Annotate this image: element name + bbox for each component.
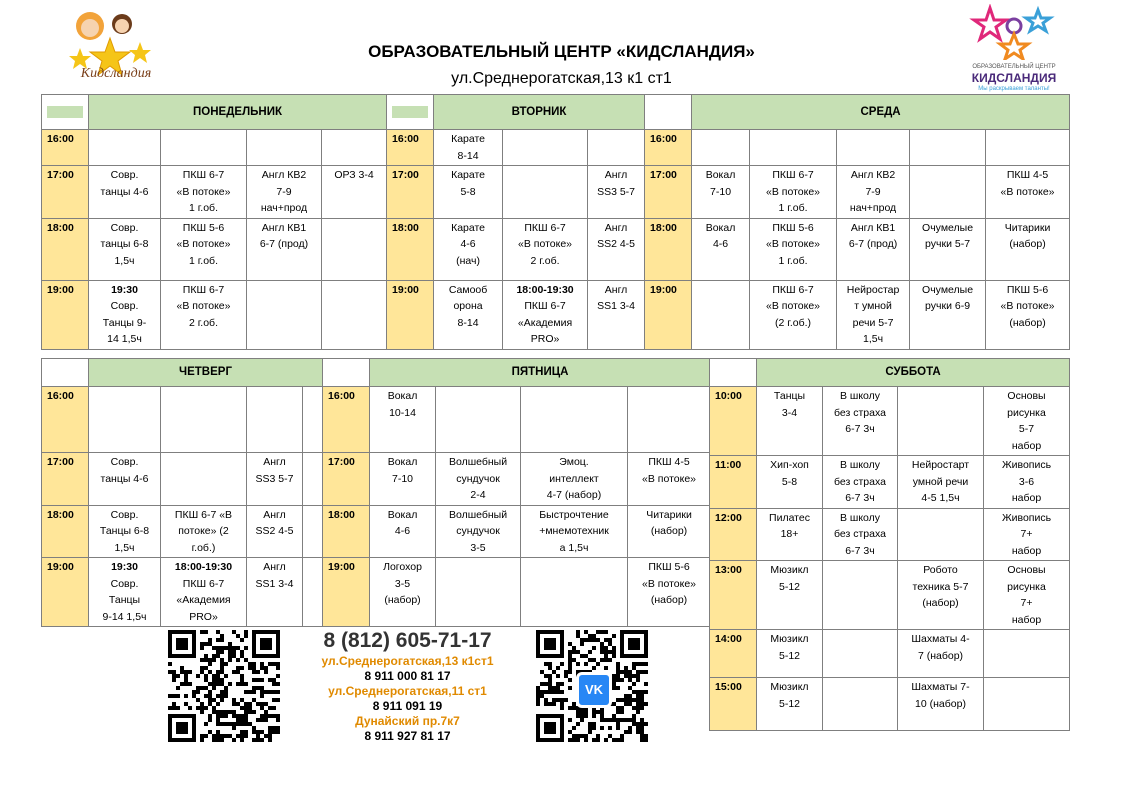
schedule-cell (161, 453, 247, 506)
time-cell: 18:00 (645, 218, 692, 280)
time-cell: 15:00 (710, 678, 757, 731)
schedule-cell (910, 130, 986, 166)
schedule-cell (303, 505, 323, 558)
table-row (710, 508, 1070, 561)
schedule-cell: ПКШ 5-6 «В потоке» (набор) (986, 280, 1070, 349)
table-row (42, 453, 711, 506)
schedule-cell: Англ SS2 4-5 (588, 218, 645, 280)
schedule-cell: Хип-хоп 5-8 (757, 456, 823, 509)
day-header-filler (645, 95, 692, 130)
schedule-cell: Эмоц. интеллект 4-7 (набор) (521, 453, 628, 506)
vk-icon: VK (576, 672, 612, 708)
schedule-cell (521, 558, 628, 627)
schedule-cell: 18:00-19:30 ПКШ 6-7 «Академия PRO» (161, 558, 247, 627)
schedule-cell: Англ SS1 3-4 (588, 280, 645, 349)
logo-right-name: КИДСЛАНДИЯ (971, 71, 1057, 85)
table-row (710, 678, 1070, 731)
contact-phone[interactable]: 8 (812) 605-71-17 (323, 629, 492, 652)
time-cell: 16:00 (42, 387, 89, 453)
schedule-cell: Живопись 3-6 набор (984, 456, 1070, 509)
schedule-cell (898, 508, 984, 561)
day-header-filler (42, 359, 89, 387)
time-cell: 18:00 (42, 505, 89, 558)
schedule-cell: Очумелые ручки 6-9 (910, 280, 986, 349)
schedule-cell: Очумелые ручки 5-7 (910, 218, 986, 280)
schedule-cell: В школу без страха 6-7 3ч (823, 508, 898, 561)
contact-block (300, 628, 515, 744)
schedule-cell: Совр. Танцы 6-8 1,5ч (89, 505, 161, 558)
schedule-cell: Робото техника 5-7 (набор) (898, 561, 984, 630)
schedule-saturday-table (709, 358, 1070, 731)
schedule-cell: Карате 4-6 (нач) (434, 218, 503, 280)
schedule-cell: 18:00-19:30 ПКШ 6-7 «Академия PRO» (503, 280, 588, 349)
schedule-cell (322, 130, 387, 166)
time-cell: 19:00 (323, 558, 370, 627)
time-cell: 17:00 (387, 166, 434, 219)
schedule-cell: Совр. танцы 4-6 (89, 453, 161, 506)
time-cell: 17:00 (323, 453, 370, 506)
qr-code-icon[interactable] (536, 630, 648, 742)
schedule-cell: Карате 5-8 (434, 166, 503, 219)
contact-address-2: ул.Среднерогатская,11 ст1 (328, 684, 487, 698)
schedule-cell (247, 280, 322, 349)
schedule-cell: Основы рисунка 7+ набор (984, 561, 1070, 630)
schedule-cell (986, 130, 1070, 166)
schedule-cell (503, 130, 588, 166)
table-row (42, 505, 711, 558)
schedule-cell: ПКШ 4-5 «В потоке» (986, 166, 1070, 219)
day-header-monday: ПОНЕДЕЛЬНИК (89, 95, 387, 130)
schedule-cell: Нейростарт умной речи 4-5 1,5ч (898, 456, 984, 509)
schedule-cell: Волшебный сундучок 2-4 (436, 453, 521, 506)
schedule-cell (503, 166, 588, 219)
time-cell: 17:00 (42, 453, 89, 506)
schedule-cell: Англ SS1 3-4 (247, 558, 303, 627)
schedule-cell (322, 218, 387, 280)
page-title: ОБРАЗОВАТЕЛЬНЫЙ ЦЕНТР «КИДСЛАНДИЯ» (368, 42, 755, 61)
day-header-filler (387, 95, 434, 130)
schedule-cell: ПКШ 4-5 «В потоке» (628, 453, 711, 506)
day-header-filler (323, 359, 370, 387)
schedule-cell (436, 387, 521, 453)
schedule-cell (984, 678, 1070, 731)
logo-right-slogan: Мы раскрываем таланты! (978, 86, 1050, 92)
schedule-cell (910, 166, 986, 219)
day-header-tuesday: ВТОРНИК (434, 95, 645, 130)
schedule-cell: ПКШ 6-7 «В потоке» (2 г.об.) (161, 505, 247, 558)
schedule-cell (823, 630, 898, 678)
schedule-cell: Англ SS3 5-7 (588, 166, 645, 219)
schedule-cell (521, 387, 628, 453)
schedule-cell: Шахматы 4- 7 (набор) (898, 630, 984, 678)
schedule-cell: Англ SS3 5-7 (247, 453, 303, 506)
schedule-cell (303, 387, 323, 453)
schedule-cell: Логохор 3-5 (набор) (370, 558, 436, 627)
table-row (710, 387, 1070, 456)
schedule-cell (898, 387, 984, 456)
schedule-cell (984, 630, 1070, 678)
time-cell: 10:00 (710, 387, 757, 456)
day-header-filler (42, 95, 89, 130)
table-row (42, 166, 1070, 219)
qr-code-icon[interactable] (168, 630, 280, 742)
contact-address-1: ул.Среднерогатская,13 к1ст1 (321, 654, 494, 668)
schedule-cell: В школу без страха 6-7 3ч (823, 456, 898, 509)
schedule-cell: Читарики (набор) (986, 218, 1070, 280)
time-cell: 12:00 (710, 508, 757, 561)
schedule-cell: Пилатес 18+ (757, 508, 823, 561)
schedule-cell: Совр. танцы 6-8 1,5ч (89, 218, 161, 280)
contact-number-1[interactable]: 8 911 000 81 17 (364, 669, 451, 683)
schedule-cell: Вокал 4-6 (692, 218, 750, 280)
time-cell: 18:00 (387, 218, 434, 280)
table-row (42, 558, 711, 627)
schedule-cell (823, 678, 898, 731)
time-cell: 16:00 (645, 130, 692, 166)
schedule-cell: ПКШ 5-6 «В потоке» 1 г.об. (161, 218, 247, 280)
schedule-cell: ПКШ 6-7 «В потоке» 1 г.об. (161, 166, 247, 219)
schedule-cell (247, 130, 322, 166)
schedule-cell: Читарики (набор) (628, 505, 711, 558)
schedule-cell: Нейростар т умной речи 5-7 1,5ч (837, 280, 910, 349)
schedule-cell: Мюзикл 5-12 (757, 678, 823, 731)
schedule-cell (303, 453, 323, 506)
time-cell: 17:00 (42, 166, 89, 219)
schedule-cell: Самооб орона 8-14 (434, 280, 503, 349)
kids-logo-text: Кидсландия (80, 66, 152, 81)
schedule-cell (436, 558, 521, 627)
schedule-cell: Вокал 4-6 (370, 505, 436, 558)
time-cell: 19:00 (42, 558, 89, 627)
day-header-filler (710, 359, 757, 387)
schedule-cell: Англ КВ1 6-7 (прод) (837, 218, 910, 280)
schedule-cell (628, 387, 711, 453)
schedule-cell (303, 558, 323, 627)
time-cell: 13:00 (710, 561, 757, 630)
schedule-cell: Живопись 7+ набор (984, 508, 1070, 561)
schedule-cell (750, 130, 837, 166)
schedule-cell: Шахматы 7- 10 (набор) (898, 678, 984, 731)
contact-number-2[interactable]: 8 911 091 19 (372, 699, 443, 713)
schedule-cell (89, 130, 161, 166)
time-cell: 16:00 (42, 130, 89, 166)
schedule-cell: Вокал 7-10 (370, 453, 436, 506)
schedule-cell: Англ КВ2 7-9 нач+прод (247, 166, 322, 219)
schedule-cell (837, 130, 910, 166)
schedule-cell: Совр. танцы 4-6 (89, 166, 161, 219)
schedule-cell (692, 130, 750, 166)
table-row (42, 218, 1070, 280)
schedule-cell (692, 280, 750, 349)
schedule-cell (823, 561, 898, 630)
schedule-cell (89, 387, 161, 453)
day-header-thursday: ЧЕТВЕРГ (89, 359, 323, 387)
schedule-cell: Вокал 10-14 (370, 387, 436, 453)
time-cell: 16:00 (323, 387, 370, 453)
schedule-cell: ОРЗ 3-4 (322, 166, 387, 219)
schedule-cell: Танцы 3-4 (757, 387, 823, 456)
schedule-cell: 19:30 Совр. Танцы 9- 14 1,5ч (89, 280, 161, 349)
table-row (710, 561, 1070, 630)
schedule-cell: ПКШ 6-7 «В потоке» 1 г.об. (750, 166, 837, 219)
time-cell: 19:00 (387, 280, 434, 349)
schedule-cell (161, 387, 247, 453)
schedule-cell: Англ КВ1 6-7 (прод) (247, 218, 322, 280)
table-row (42, 280, 1070, 349)
time-cell: 18:00 (323, 505, 370, 558)
schedule-cell: Основы рисунка 5-7 набор (984, 387, 1070, 456)
schedule-cell: Англ КВ2 7-9 нач+прод (837, 166, 910, 219)
contact-number-3[interactable]: 8 911 927 81 17 (364, 729, 451, 743)
schedule-top-table (41, 94, 1070, 350)
schedule-cell: Вокал 7-10 (692, 166, 750, 219)
day-header-saturday: СУББОТА (757, 359, 1070, 387)
schedule-cell (322, 280, 387, 349)
schedule-bottom-table (41, 358, 711, 627)
contact-address-3: Дунайский пр.7к7 (355, 714, 460, 728)
schedule-cell: Англ SS2 4-5 (247, 505, 303, 558)
page-address: ул.Среднерогатская,13 к1 ст1 (451, 70, 672, 87)
time-cell: 19:00 (645, 280, 692, 349)
day-header-friday: ПЯТНИЦА (370, 359, 711, 387)
time-cell: 14:00 (710, 630, 757, 678)
schedule-cell: ПКШ 6-7 «В потоке» 2 г.об. (161, 280, 247, 349)
schedule-cell: В школу без страха 6-7 3ч (823, 387, 898, 456)
schedule-cell: Карате 8-14 (434, 130, 503, 166)
time-cell: 11:00 (710, 456, 757, 509)
table-row (42, 387, 711, 453)
day-header-wednesday: СРЕДА (692, 95, 1070, 130)
table-row (710, 456, 1070, 509)
schedule-cell: ПКШ 5-6 «В потоке» 1 г.об. (750, 218, 837, 280)
schedule-cell: ПКШ 6-7 «В потоке» 2 г.об. (503, 218, 588, 280)
schedule-cell: Быстрочтение +мнемотехник а 1,5ч (521, 505, 628, 558)
table-row (42, 130, 1070, 166)
schedule-cell (247, 387, 303, 453)
time-cell: 18:00 (42, 218, 89, 280)
time-cell: 19:00 (42, 280, 89, 349)
time-cell: 16:00 (387, 130, 434, 166)
schedule-cell (588, 130, 645, 166)
schedule-cell: ПКШ 5-6 «В потоке» (набор) (628, 558, 711, 627)
schedule-cell: Волшебный сундучок 3-5 (436, 505, 521, 558)
schedule-cell: Мюзикл 5-12 (757, 561, 823, 630)
table-row (710, 630, 1070, 678)
schedule-cell: ПКШ 6-7 «В потоке» (2 г.об.) (750, 280, 837, 349)
time-cell: 17:00 (645, 166, 692, 219)
logo-right-top: ОБРАЗОВАТЕЛЬНЫЙ ЦЕНТР (972, 64, 1056, 70)
schedule-cell: Мюзикл 5-12 (757, 630, 823, 678)
schedule-cell (161, 130, 247, 166)
schedule-cell: 19:30 Совр. Танцы 9-14 1,5ч (89, 558, 161, 627)
